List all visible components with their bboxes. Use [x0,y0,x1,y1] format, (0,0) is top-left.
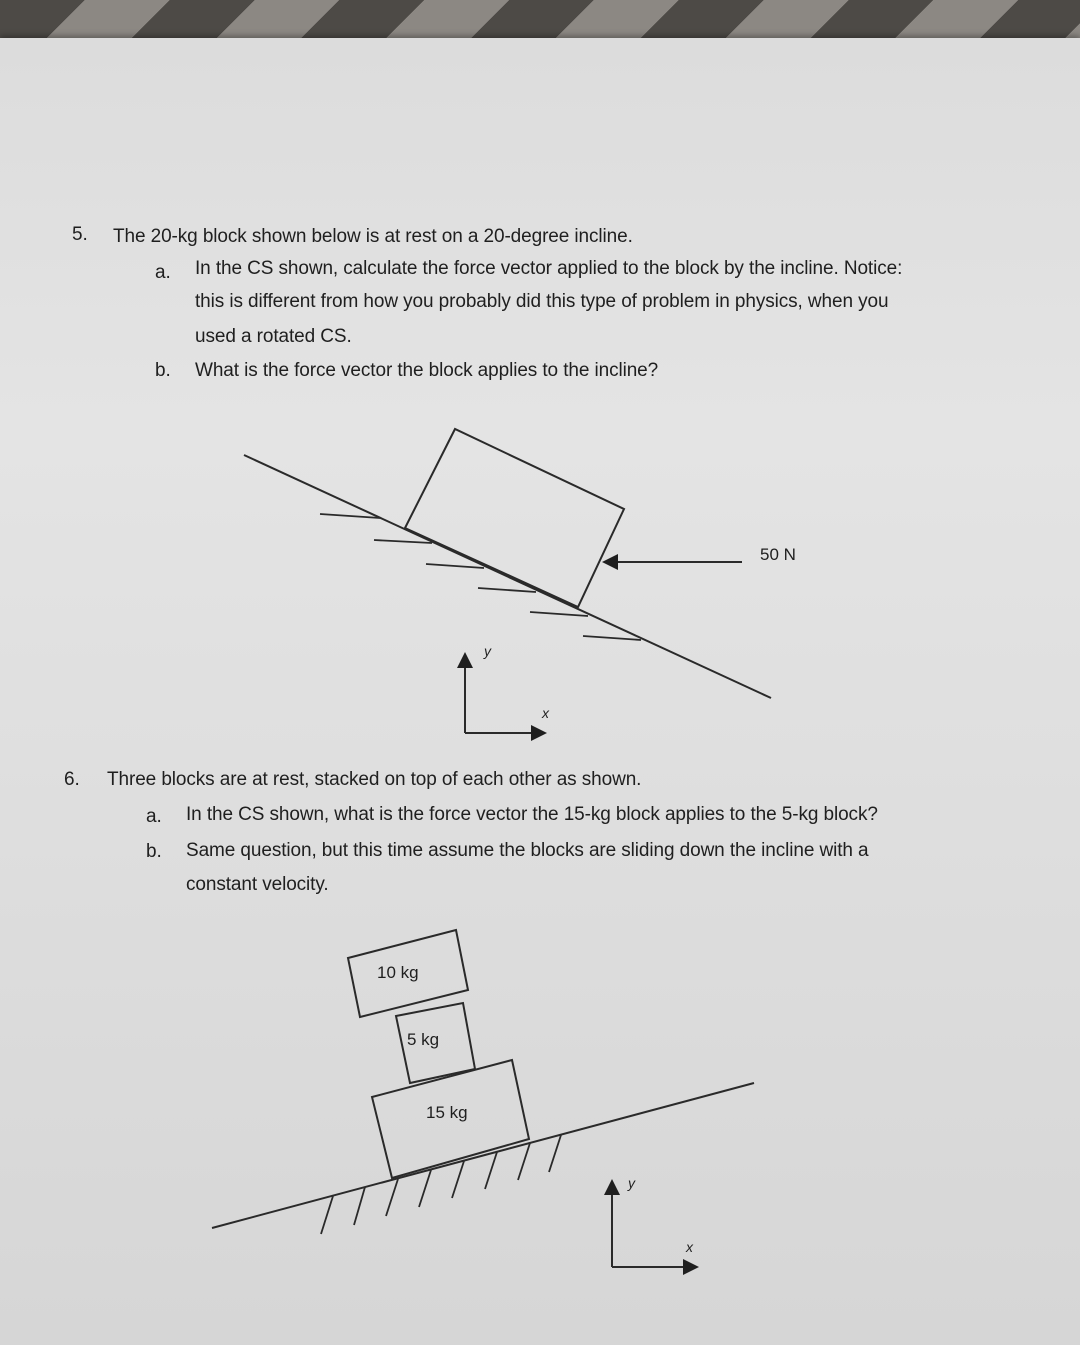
q5a-line-3: used a rotated CS. [195,326,352,347]
q5-stem: The 20-kg block shown below is at rest on a 20-degree incline. [113,226,633,247]
fig1-incline-surface [244,455,771,698]
q6a-text: In the CS shown, what is the force vector the 15-kg block applies to the 5-kg block? [186,804,878,825]
q5a-label: a. [155,262,171,283]
fig2-label-15kg: 15 kg [426,1103,468,1122]
fig1-incline-diagram [244,429,771,733]
q6a-label: a. [146,806,162,827]
q5a-line-2: this is different from how you probably did this type of problem in physics, when you [195,291,889,312]
fig2-incline-surface [212,1083,754,1228]
q5a-line-1: In the CS shown, calculate the force vector applied to the block by the incline. Notice: [195,258,903,279]
fig2-ground-hatching [321,1135,561,1234]
q5b-label: b. [155,360,171,381]
q5-number: 5. [72,224,88,245]
fig2-stack-diagram [212,930,754,1267]
fig1-y-label: y [484,643,491,659]
q5b-text: What is the force vector the block applies to the incline? [195,360,659,381]
fig2-label-5kg: 5 kg [407,1030,440,1049]
fig2-y-label: y [628,1175,635,1191]
fig2-x-label: x [686,1239,693,1255]
q6b-line-1: Same question, but this time assume the blocks are sliding down the incline with a [186,840,869,861]
fig2-label-10kg: 10 kg [377,963,419,982]
fig1-force-label: 50 N [760,545,796,564]
q6b-label: b. [146,841,162,862]
q6-stem: Three blocks are at rest, stacked on top of each other as shown. [107,769,642,790]
q6b-line-2: constant velocity. [186,874,329,895]
fig1-x-label: x [542,705,549,721]
q6-number: 6. [64,769,80,790]
